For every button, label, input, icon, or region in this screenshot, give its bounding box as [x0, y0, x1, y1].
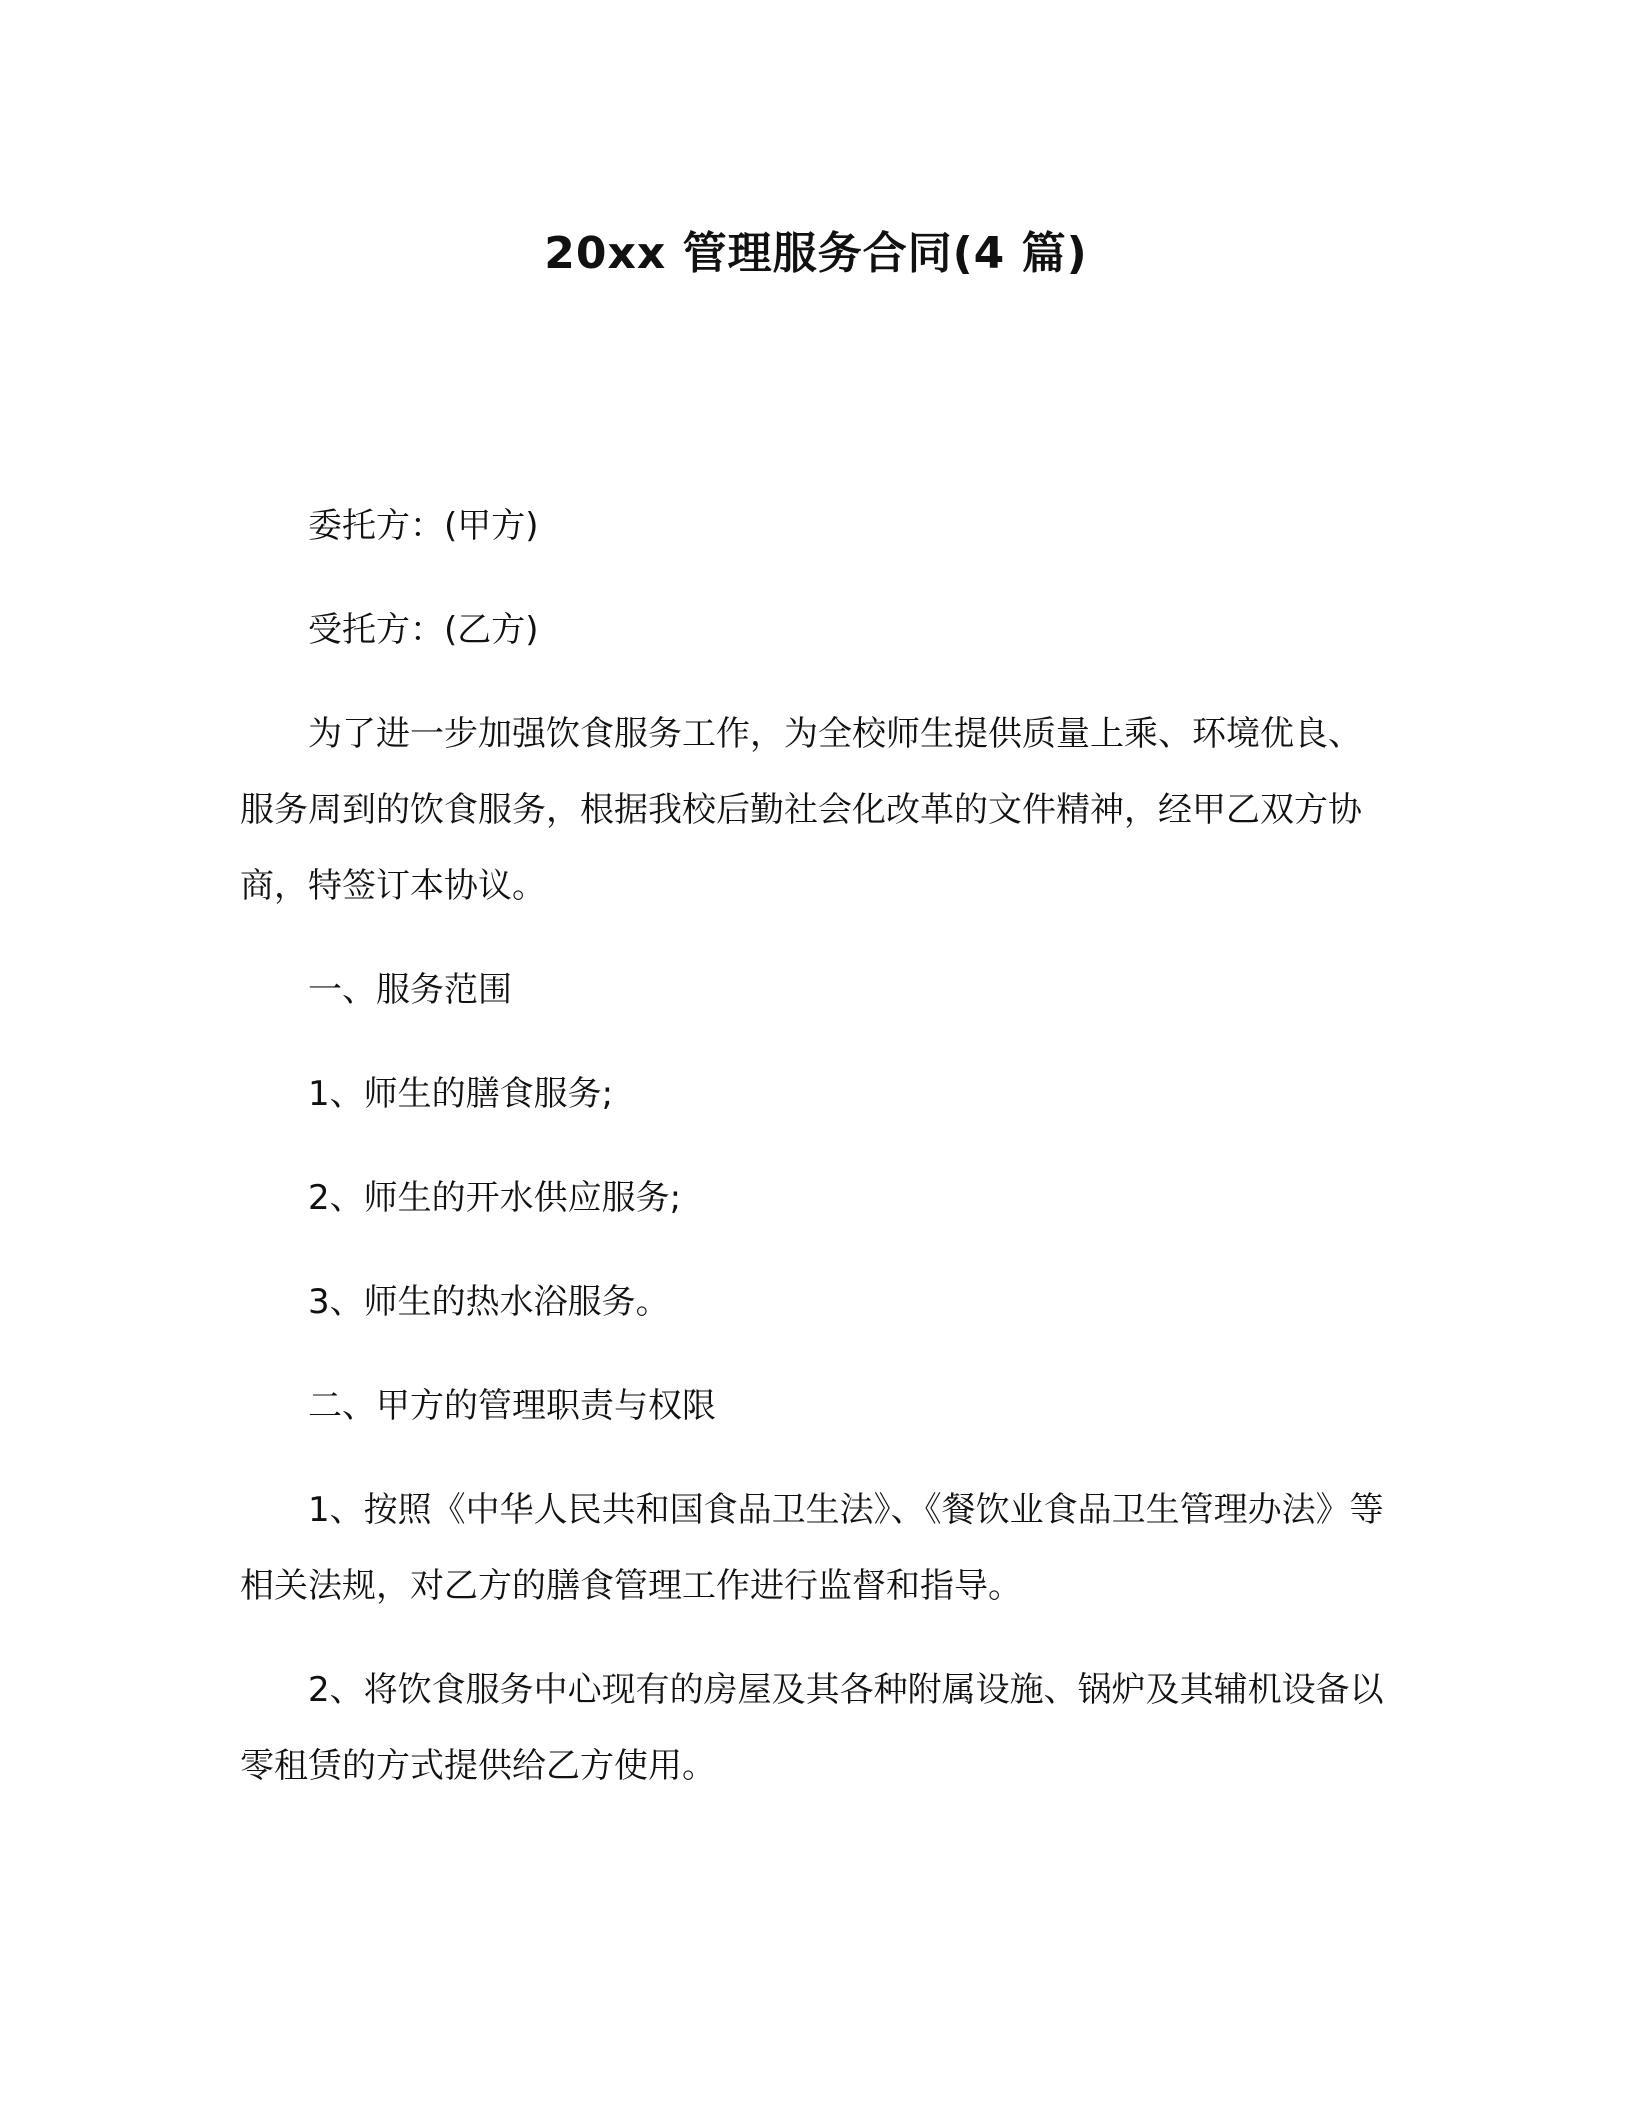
list-item-duty-2: 2、将饮食服务中心现有的房屋及其各种附属设施、锅炉及其辅机设备以零租赁的方式提供给乙方使用。 [240, 1670, 1384, 1786]
paragraph-client: 委托方：(甲方) [308, 506, 539, 546]
document-title: 20xx 管理服务合同(4 篇) [544, 228, 1088, 279]
document-body [240, 488, 1388, 1832]
list-item-scope-1: 1、师生的膳食服务; [308, 1074, 614, 1114]
list-item-scope-2: 2、师生的开水供应服务; [308, 1178, 682, 1218]
list-item-duty-1: 1、按照《中华人民共和国食品卫生法》、《餐饮业食品卫生管理办法》等相关法规，对乙方的膳食管理工作进行监督和指导。 [240, 1490, 1384, 1606]
section-heading-duties: 二、甲方的管理职责与权限 [308, 1386, 716, 1426]
paragraph-intro: 为了进一步加强饮食服务工作，为全校师生提供质量上乘、环境优良、服务周到的饮食服务，根据我校后勤社会化改革的文件精神，经甲乙双方协商，特签订本协议。 [240, 714, 1362, 906]
list-item-scope-3: 3、师生的热水浴服务。 [308, 1282, 670, 1322]
paragraph-contractor: 受托方：(乙方) [308, 610, 539, 650]
section-heading-scope: 一、服务范围 [308, 970, 512, 1010]
